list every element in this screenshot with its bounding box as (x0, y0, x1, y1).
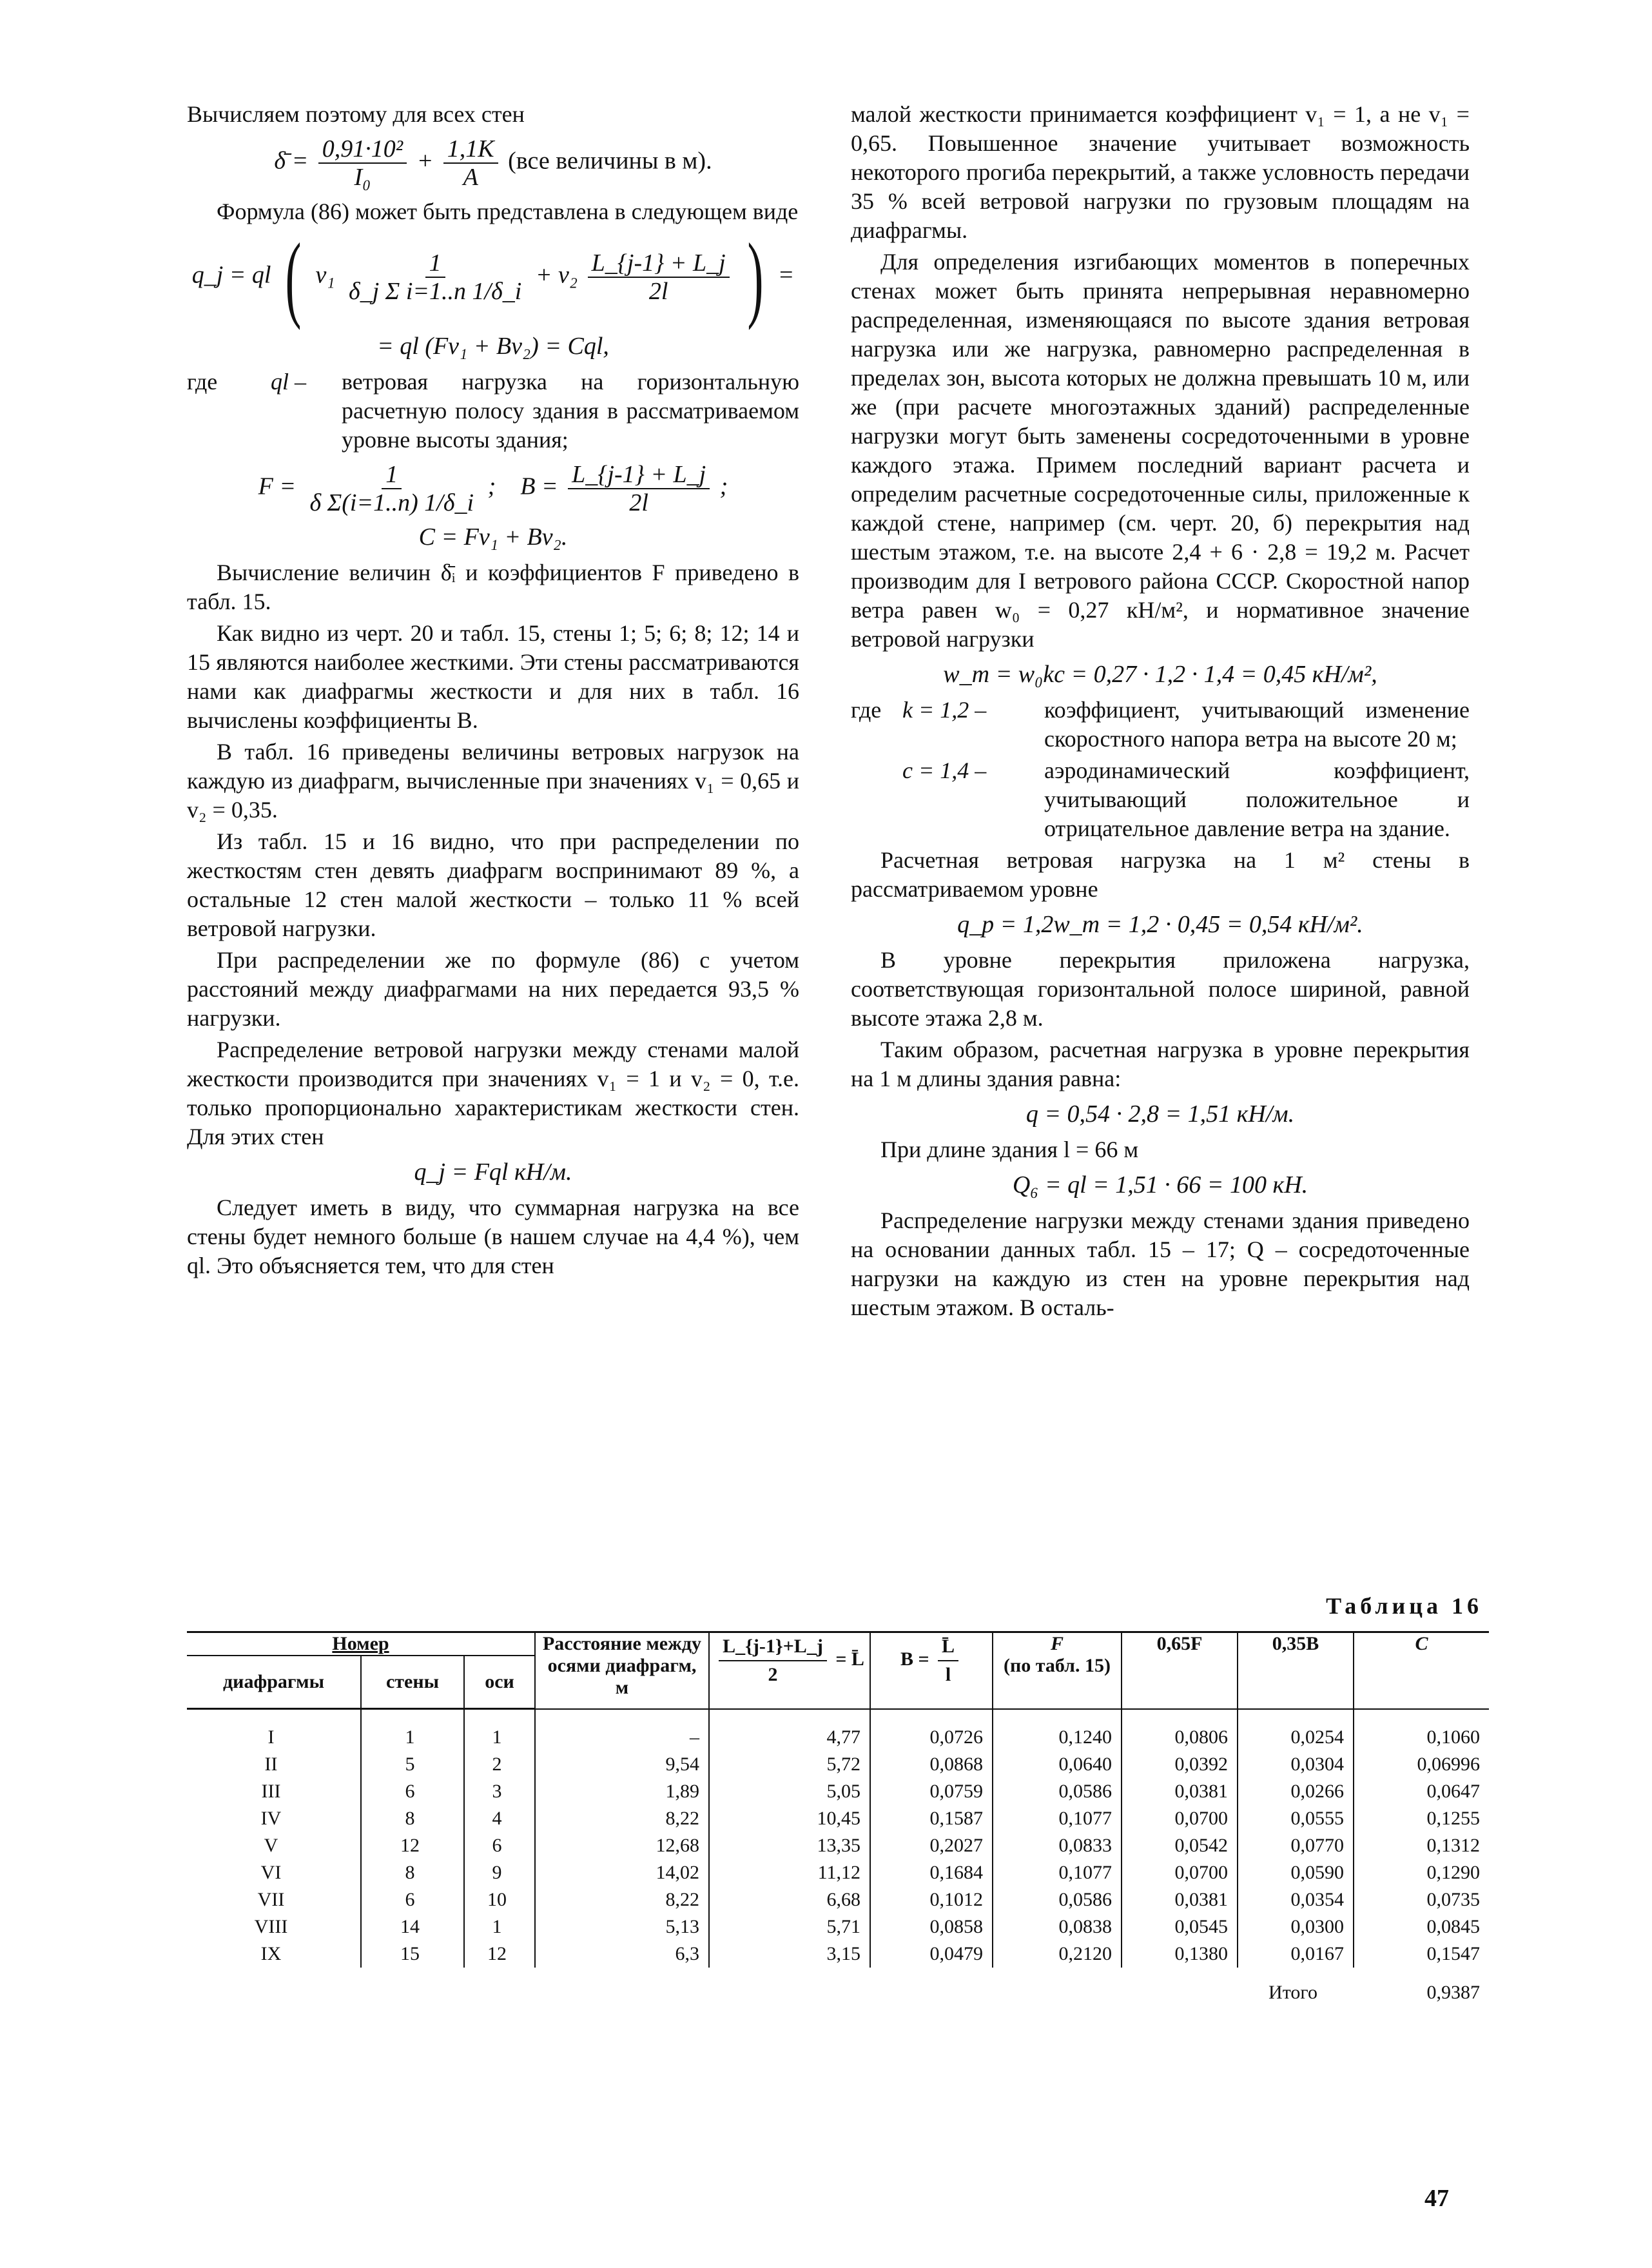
table-row (187, 1886, 1489, 1913)
table-cell: 0,0381 (1122, 1886, 1238, 1913)
table-row (187, 1805, 1489, 1832)
paragraph: Как видно из черт. 20 и табл. 15, стены 1; 5; 6; 8; 12; 14 и 15 являются наиболее жесткими. Эти стены рассматриваются нами как диафрагмы жесткости и для них в табл. 16 вычислены коэффициенты B. (187, 620, 799, 733)
definition-ql (187, 367, 799, 455)
total-value: 0,9387 (1426, 1982, 1480, 2003)
paragraph: Формула (86) может быть представлена в следующем виде (217, 199, 799, 224)
table-cell: 10,45 (709, 1805, 870, 1832)
definition-symbol: ql – (271, 369, 307, 395)
table-cell: 0,1255 (1354, 1805, 1489, 1832)
table-cell: 0,0545 (1122, 1913, 1238, 1941)
table-cell: 1 (361, 1709, 464, 1752)
table-cell: 9 (464, 1859, 535, 1886)
paragraph: малой жесткости принимается коэффициент v₁ = 1, а не v₁ = 0,65. Повышенное значение учитывает возможность некоторого прогиба перекрытий, а также условность передачи 35 % всей ветровой нагрузки по грузовым площадям на диафрагмы. (851, 101, 1470, 243)
table-cell: 0,1077 (993, 1859, 1122, 1886)
table-cell: 0,0735 (1354, 1886, 1489, 1913)
table-cell: 8 (361, 1859, 464, 1886)
table-row (187, 1913, 1489, 1941)
fraction (306, 461, 478, 516)
table-row (187, 1859, 1489, 1886)
fraction (568, 461, 710, 516)
paragraph: Вычисляем поэтому для всех стен (187, 101, 525, 127)
table-cell: 0,0700 (1122, 1859, 1238, 1886)
table-cell: 0,1077 (993, 1805, 1122, 1832)
table-row (187, 1832, 1489, 1859)
table-cell: 14,02 (535, 1859, 709, 1886)
formula-qj-wall: q_j = Fql кН/м. (414, 1158, 572, 1186)
table-cell: 1,89 (535, 1778, 709, 1805)
table-cell: 6,68 (709, 1886, 870, 1913)
table-cell: 1 (464, 1913, 535, 1941)
operator: = (777, 261, 795, 289)
table-cell: VIII (254, 1916, 288, 1937)
table-cell: 0,1312 (1354, 1832, 1489, 1859)
table-cell: 8 (361, 1805, 464, 1832)
table-cell: 0,1290 (1354, 1859, 1489, 1886)
paragraph: Распределение нагрузки между стенами здания приведено на основании данных табл. 15 – 17; Q – сосредоточенные нагрузки на каждую из стен на уровне перекрытия над шестым этажом. В осталь- (851, 1207, 1470, 1320)
table-cell: 0,0542 (1122, 1832, 1238, 1859)
left-column (187, 100, 799, 1283)
table-cell: 0,2027 (870, 1832, 993, 1859)
paragraph: Расчетная ветровая нагрузка на 1 м² стены в рассматриваемом уровне (851, 847, 1470, 902)
page-number: 47 (1424, 2185, 1449, 2212)
numerator: 1 (382, 461, 402, 489)
table-cell: III (261, 1781, 281, 1802)
paragraph: В уровне перекрытия приложена нагрузка, соответствующая горизонтальной полосе шириной, равной высоте этажа 2,8 м. (851, 947, 1470, 1031)
formula-lhs: F = (258, 473, 296, 500)
denominator: A (463, 164, 478, 191)
right-column (851, 100, 1470, 1325)
denominator: 2l (629, 489, 648, 516)
table-cell: 1 (464, 1709, 535, 1752)
table-cell: 9,54 (535, 1751, 709, 1778)
table-cell: 0,0266 (1238, 1778, 1354, 1805)
table-cell: 5,13 (535, 1913, 709, 1941)
paragraph: Вычисление величин δ̄ᵢ и коэффициентов F приведено в табл. 15. (187, 560, 800, 614)
table-cell: 0,0555 (1238, 1805, 1354, 1832)
table-cell: 0,0167 (1238, 1941, 1354, 1968)
table-cell: 0,0868 (870, 1751, 993, 1778)
table-cell: 0,0381 (1122, 1778, 1238, 1805)
table-cell: 0,0590 (1238, 1859, 1354, 1886)
formula-note: (все величины в м). (508, 147, 712, 175)
table-cell: 0,0300 (1238, 1913, 1354, 1941)
header-wall: стены (361, 1656, 464, 1709)
formula-lhs: q_j = ql (191, 261, 271, 289)
table-cell: 0,0770 (1238, 1832, 1354, 1859)
table-row (187, 1751, 1489, 1778)
paragraph: Распределение ветровой нагрузки между стенами малой жесткости производится при значениях v₁ = 1 и v₂ = 0, т.е. только пропорционально характеристикам жесткости стен. Для этих стен (187, 1037, 799, 1149)
table-cell: 11,12 (709, 1859, 870, 1886)
table-body (187, 1709, 1489, 2007)
paragraph: При распределении же по формуле (86) с учетом расстояний между диафрагмами на них передается 93,5 % нагрузки. (187, 947, 799, 1031)
table-cell: 0,0806 (1122, 1709, 1238, 1752)
table-cell: 0,0586 (993, 1778, 1122, 1805)
table-cell: 0,0254 (1238, 1709, 1354, 1752)
table-caption: Таблица 16 (1326, 1593, 1482, 1619)
formula-term: v₁ (315, 261, 335, 289)
table-cell: 0,0845 (1354, 1913, 1489, 1941)
table-cell: 3 (464, 1778, 535, 1805)
operator: + (416, 147, 434, 175)
formula-F-B: F = $\frac{1}{\text{δ Σ(i=1..n) 1/δ\_i}}$ ; B = $\frac{L\_\{j-1\} + L\_j}{2l}$ ; (258, 461, 728, 516)
denominator: I₀ (354, 164, 371, 191)
header-lbar: $\frac{L\_\{j-1\}+L\_j}{2}$ = L̄ (709, 1632, 870, 1709)
numerator: L_{j-1} + L_j (588, 249, 730, 278)
table-cell: 14 (361, 1913, 464, 1941)
table-cell: 0,0304 (1238, 1751, 1354, 1778)
table-cell: 0,0647 (1354, 1778, 1489, 1805)
definition-lead: где (187, 369, 218, 395)
numerator: 1,1K (443, 135, 498, 164)
paragraph: Из табл. 15 и 16 видно, что при распределении по жесткостям стен девять диафрагм воспринимают 89 %, а остальные 12 стен малой жесткости – только 11 % всей ветровой нагрузки. (187, 828, 799, 941)
total-label: Итого (1268, 1982, 1317, 2003)
table-cell: – (535, 1709, 709, 1752)
table-row (187, 1778, 1489, 1805)
definition-text: коэффициент, учитывающий изменение скоростного напора ветра на высоте 20 м; (1044, 697, 1470, 752)
table-cell: 5 (361, 1751, 464, 1778)
paragraph: Следует иметь в виду, что суммарная нагрузка на все стены будет немного больше (в нашем случае на 4,4 %), чем ql. Это объясняется тем, что для стен (187, 1195, 799, 1278)
definition-text: ветровая нагрузка на горизонтальную расчетную полосу здания в рассматриваемом уровне высоты здания; (342, 369, 799, 453)
table-cell: IV (260, 1808, 282, 1829)
operator: + v₂ (535, 261, 578, 289)
table-cell: 10 (464, 1886, 535, 1913)
header-035B: 0,35B (1238, 1632, 1354, 1709)
formula-wm: w_m = w₀kc = 0,27 · 1,2 · 1,4 = 0,45 кН/м², (943, 661, 1377, 688)
table-cell: 0,0726 (870, 1709, 993, 1752)
numerator: 0,91·10² (318, 135, 407, 164)
formula-Q6: Q₆ = ql = 1,51 · 66 = 100 кН. (1012, 1171, 1308, 1198)
table-cell: 12 (361, 1832, 464, 1859)
table-cell: I (267, 1726, 275, 1748)
formula-qj-line2: = ql (Fv₁ + Bv₂) = Cql, (377, 333, 609, 360)
table-cell: 6 (464, 1832, 535, 1859)
denominator: δ Σ(i=1..n) 1/δ_i (309, 489, 474, 516)
numerator: 1 (425, 249, 445, 278)
table-cell: 5,72 (709, 1751, 870, 1778)
definition-c (851, 756, 1470, 843)
formula-qj: q_j = ql ( v₁ $\frac{1}{\text{δ\_j Σ i=1..n 1/δ\_i}}$ + v₂ $\frac{L\_\{j-1\} + L\_j}{2l}$ ) = (191, 224, 795, 331)
table-cell: 0,1060 (1354, 1709, 1489, 1752)
fraction (588, 249, 730, 305)
denominator: 2l (648, 278, 668, 305)
definition-lead: где (851, 697, 882, 723)
denominator: δ_j Σ i=1..n 1/δ_i (349, 278, 522, 305)
header-B: B = $\frac{L̄}{l}$ (870, 1632, 993, 1709)
formula-lhs: δ̄ = (274, 147, 309, 175)
formula-C: C = Fv₁ + Bv₂. (418, 523, 568, 551)
table-cell: VI (260, 1862, 282, 1883)
table-cell: 0,0833 (993, 1832, 1122, 1859)
definition-symbol: k = 1,2 – (902, 697, 987, 723)
table-cell: 0,06996 (1354, 1751, 1489, 1778)
table-cell: 0,2120 (993, 1941, 1122, 1968)
table-cell: V (264, 1835, 278, 1856)
table-cell: 15 (361, 1941, 464, 1968)
table-cell: 2 (464, 1751, 535, 1778)
table-cell: 0,1587 (870, 1805, 993, 1832)
fraction (345, 249, 525, 305)
table-row (187, 1709, 1489, 1752)
table-cell: 4,77 (709, 1709, 870, 1752)
table-cell: 0,0354 (1238, 1886, 1354, 1913)
table-cell: 0,1012 (870, 1886, 993, 1913)
table-cell: 6 (361, 1886, 464, 1913)
table-total-row (187, 1968, 1489, 2006)
table-cell: VII (257, 1889, 285, 1910)
table-cell: 3,15 (709, 1941, 870, 1968)
table-cell: 0,1547 (1354, 1941, 1489, 1968)
definition-k (851, 696, 1470, 754)
table-16 (187, 1631, 1489, 2006)
header-axis: оси (464, 1656, 535, 1709)
paragraph: При длине здания l = 66 м (880, 1137, 1139, 1162)
header-F: F (по табл. 15) (993, 1632, 1122, 1709)
table-cell: 0,0700 (1122, 1805, 1238, 1832)
fraction (318, 135, 407, 191)
formula-q: q = 0,54 · 2,8 = 1,51 кН/м. (1025, 1100, 1295, 1128)
table-cell: 0,0640 (993, 1751, 1122, 1778)
formula-delta (187, 135, 799, 191)
table-cell: 5,05 (709, 1778, 870, 1805)
fraction (443, 135, 498, 191)
header-diaphragm: диафрагмы (187, 1656, 361, 1709)
table-cell: 12,68 (535, 1832, 709, 1859)
table-cell: 8,22 (535, 1805, 709, 1832)
table-cell: 0,1240 (993, 1709, 1122, 1752)
header-distance: Расстояние между осями диафрагм, м (535, 1632, 709, 1709)
table-cell: 0,0858 (870, 1913, 993, 1941)
paragraph: Для определения изгибающих моментов в поперечных стенах может быть принята непрерывная неравномерно распределенная, изменяющаяся по высоте здания ветровая нагрузка или же нагрузка, равномерно распределенная в пределах зон, высота которых не должна превышать 10 м, или же (при расчете многоэтажных зданий) распределенные нагрузки могут быть заменены сосредоточенными в уровне каждого этажа. Примем последний вариант расчета и определим расчетные сосредоточенные силы, приложенные к каждой стене, например (см. черт. 20, б) перекрытия над шестым этажом, т.е. на высоте 2,4 + 6 · 2,8 = 19,2 м. Расчет производим для I ветрового района СССР. Скоростной напор ветра равен w₀ = 0,27 кН/м², и нормативное значение ветровой нагрузки (851, 249, 1470, 652)
paragraph: Таким образом, расчетная нагрузка в уровне перекрытия на 1 м длины здания равна: (851, 1037, 1470, 1091)
paragraph: В табл. 16 приведены величины ветровых нагрузок на каждую из диафрагм, вычисленные при значениях v₁ = 0,65 и v₂ = 0,35. (187, 739, 799, 823)
table-cell: 0,0586 (993, 1886, 1122, 1913)
table-cell: 0,1380 (1122, 1941, 1238, 1968)
table-cell: 4 (464, 1805, 535, 1832)
table-row (187, 1941, 1489, 1968)
header-number-group: Номер (187, 1632, 535, 1656)
formula-qp: q_p = 1,2w_m = 1,2 · 0,45 = 0,54 кН/м². (957, 911, 1363, 938)
definition-text: аэродинамический коэффициент, учитывающий положительное и отрицательное давление ветра на здание. (1044, 758, 1470, 841)
table-cell: 6,3 (535, 1941, 709, 1968)
table-cell: 0,1684 (870, 1859, 993, 1886)
definition-symbol: c = 1,4 – (902, 758, 987, 783)
table-cell: 6 (361, 1778, 464, 1805)
table-cell: 0,0838 (993, 1913, 1122, 1941)
table-cell: 0,0759 (870, 1778, 993, 1805)
header-065F: 0,65F (1122, 1632, 1238, 1709)
numerator: L_{j-1} + L_j (568, 461, 710, 489)
table-cell: IX (260, 1943, 282, 1964)
table-cell: 5,71 (709, 1913, 870, 1941)
data-table (187, 1631, 1489, 2006)
table-cell: II (264, 1754, 278, 1775)
table-cell: 13,35 (709, 1832, 870, 1859)
header-C: C (1354, 1632, 1489, 1709)
formula-lhs: B = (520, 473, 558, 500)
table-cell: 8,22 (535, 1886, 709, 1913)
table-cell: 0,0479 (870, 1941, 993, 1968)
table-cell: 12 (464, 1941, 535, 1968)
table-cell: 0,0392 (1122, 1751, 1238, 1778)
